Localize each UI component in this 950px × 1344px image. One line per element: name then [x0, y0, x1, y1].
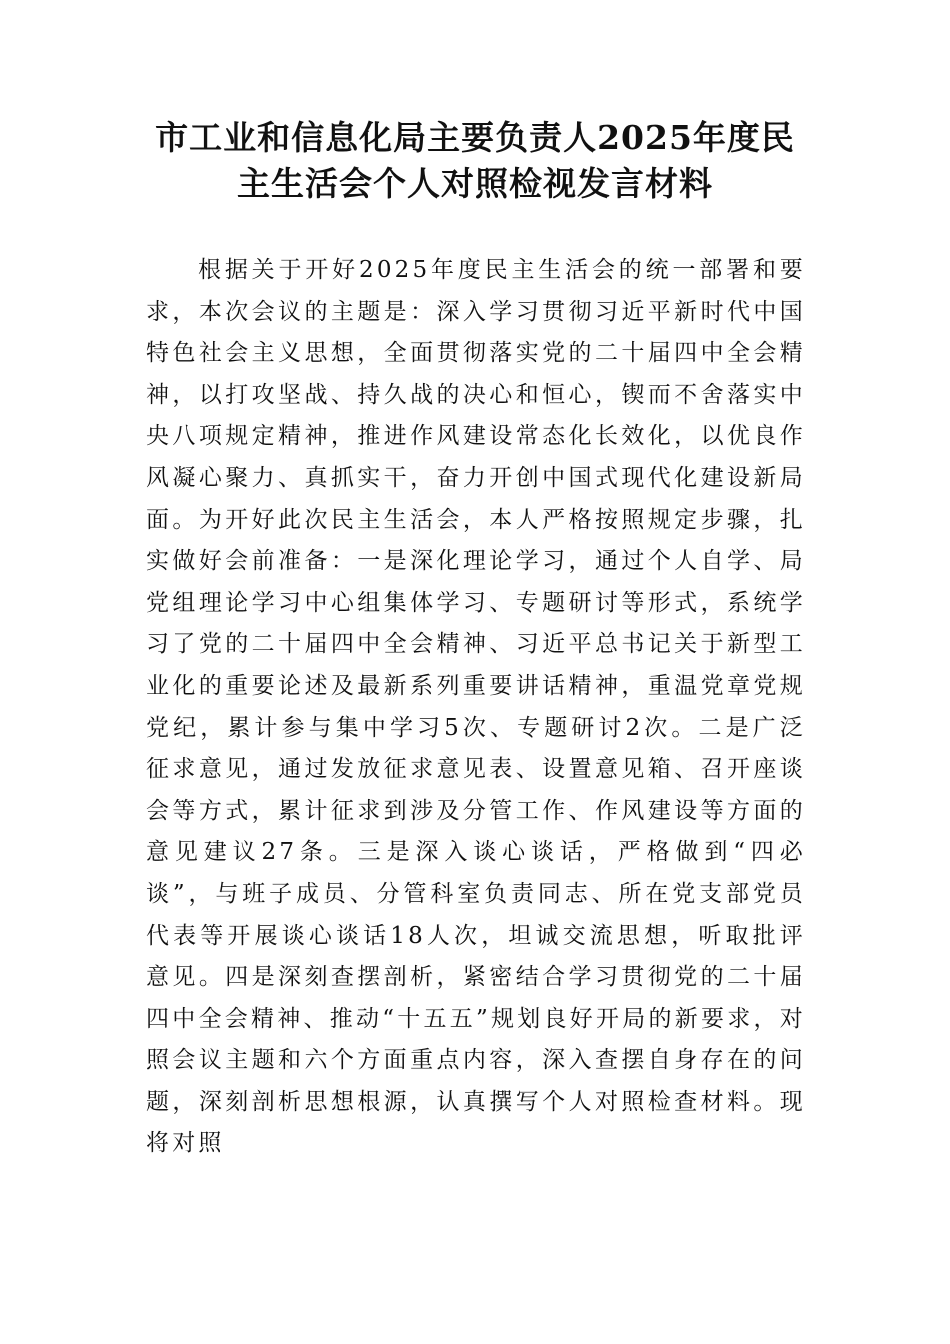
document-title-line-2: 主生活会个人对照检视发言材料	[237, 164, 713, 203]
document-title-line-1: 市工业和信息化局主要负责人2025年度民	[155, 118, 795, 157]
body-paragraph: 根据关于开好2025年度民主生活会的统一部署和要求，本次会议的主题是：深入学习贯彻习近平新时代中国特色社会主义思想，全面贯彻落实党的二十届四中全会精神，以打攻坚战、持久战的决心和恒心，锲而不舍落实中央八项规定精神，推进作风建设常态化长效化，以优良作风凝心聚力、真抓实干，奋力开创中国式现代化建设新局面。为开好此次民主生活会，本人严格按照规定步骤，扎实做好会前准备：一是深化理论学习，通过个人自学、局党组理论学习中心组集体学习、专题研讨等形式，系统学习了党的二十届四中全会精神、习近平总书记关于新型工业化的重要论述及最新系列重要讲话精神，重温党章党规党纪，累计参与集中学习5次、专题研讨2次。二是广泛征求意见，通过发放征求意见表、设置意见箱、召开座谈会等方式，累计征求到涉及分管工作、作风建设等方面的意见建议27条。三是深入谈心谈话，严格做到“四必谈”，与班子成员、分管科室负责同志、所在党支部党员代表等开展谈心谈话18人次，坦诚交流思想，听取批评意见。四是深刻查摆剖析，紧密结合学习贯彻党的二十届四中全会精神、推动“十五五”规划良好开局的新要求，对照会议主题和六个方面重点内容，深入查摆自身存在的问题，深刻剖析思想根源，认真撰写个人对照检查材料。现将对照	[146, 257, 806, 1157]
